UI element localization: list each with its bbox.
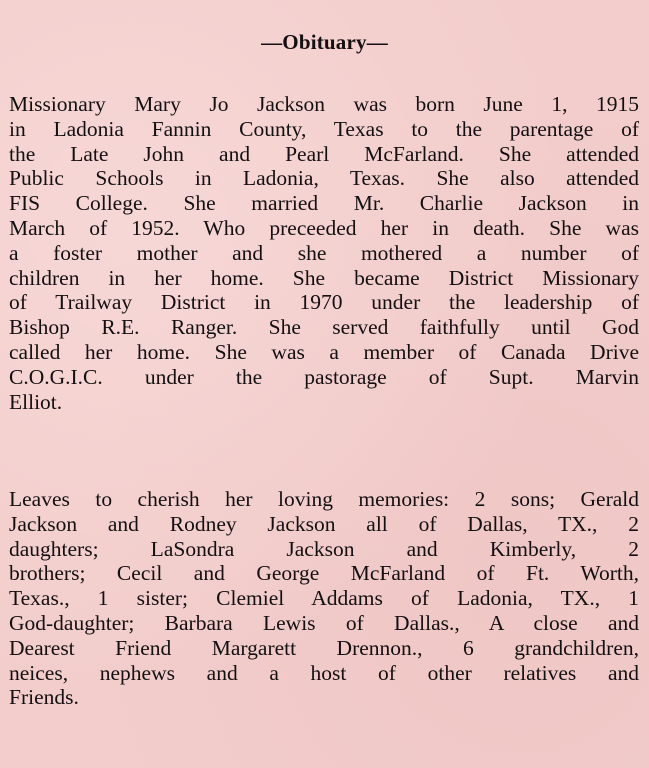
text-line: in Ladonia Fannin County, Texas to the parentage of [9, 116, 639, 141]
text-line: Missionary Mary Jo Jackson was born June 1, 1915 [9, 92, 639, 116]
text-line: Public Schools in Ladonia, Texas. She also attended [9, 166, 639, 191]
text-line: March of 1952. Who preceeded her in death. She was [9, 215, 639, 240]
text-line: a foster mother and she mothered a number of [9, 240, 639, 265]
text-line: brothers; Cecil and George McFarland of Ft. Worth, [9, 561, 639, 586]
text-line: Leaves to cherish her loving memories: 2 sons; Gerald [9, 487, 639, 511]
text-line: the Late John and Pearl McFarland. She attended [9, 141, 639, 166]
page-title: —Obituary— [261, 30, 388, 54]
text-line: Jackson and Rodney Jackson all of Dallas, TX., 2 [9, 511, 639, 536]
text-line: FIS College. She married Mr. Charlie Jackson in [9, 191, 639, 216]
text-line: Friends. [9, 685, 79, 710]
text-line: Texas., 1 sister; Clemiel Addams of Ladonia, TX., 1 [9, 586, 639, 611]
text-line: Dearest Friend Margarett Drennon., 6 grandchildren, [9, 635, 639, 660]
text-line: Bishop R.E. Ranger. She served faithfully until God [9, 315, 639, 340]
text-line: called her home. She was a member of Canada Drive [9, 339, 639, 364]
text-line: children in her home. She became District Missionary [9, 265, 639, 290]
text-line: of Trailway District in 1970 under the leadership of [9, 290, 639, 315]
text-line: Elliot. [9, 389, 63, 414]
text-line: C.O.G.I.C. under the pastorage of Supt. Marvin [9, 364, 639, 389]
obituary-paragraph-biography [9, 92, 639, 414]
text-line: God-daughter; Barbara Lewis of Dallas., A close and [9, 610, 639, 635]
obituary-paragraph-survivors [9, 487, 639, 710]
text-line: daughters; LaSondra Jackson and Kimberly, 2 [9, 536, 639, 561]
text-line: neices, nephews and a host of other relatives and [9, 660, 639, 685]
